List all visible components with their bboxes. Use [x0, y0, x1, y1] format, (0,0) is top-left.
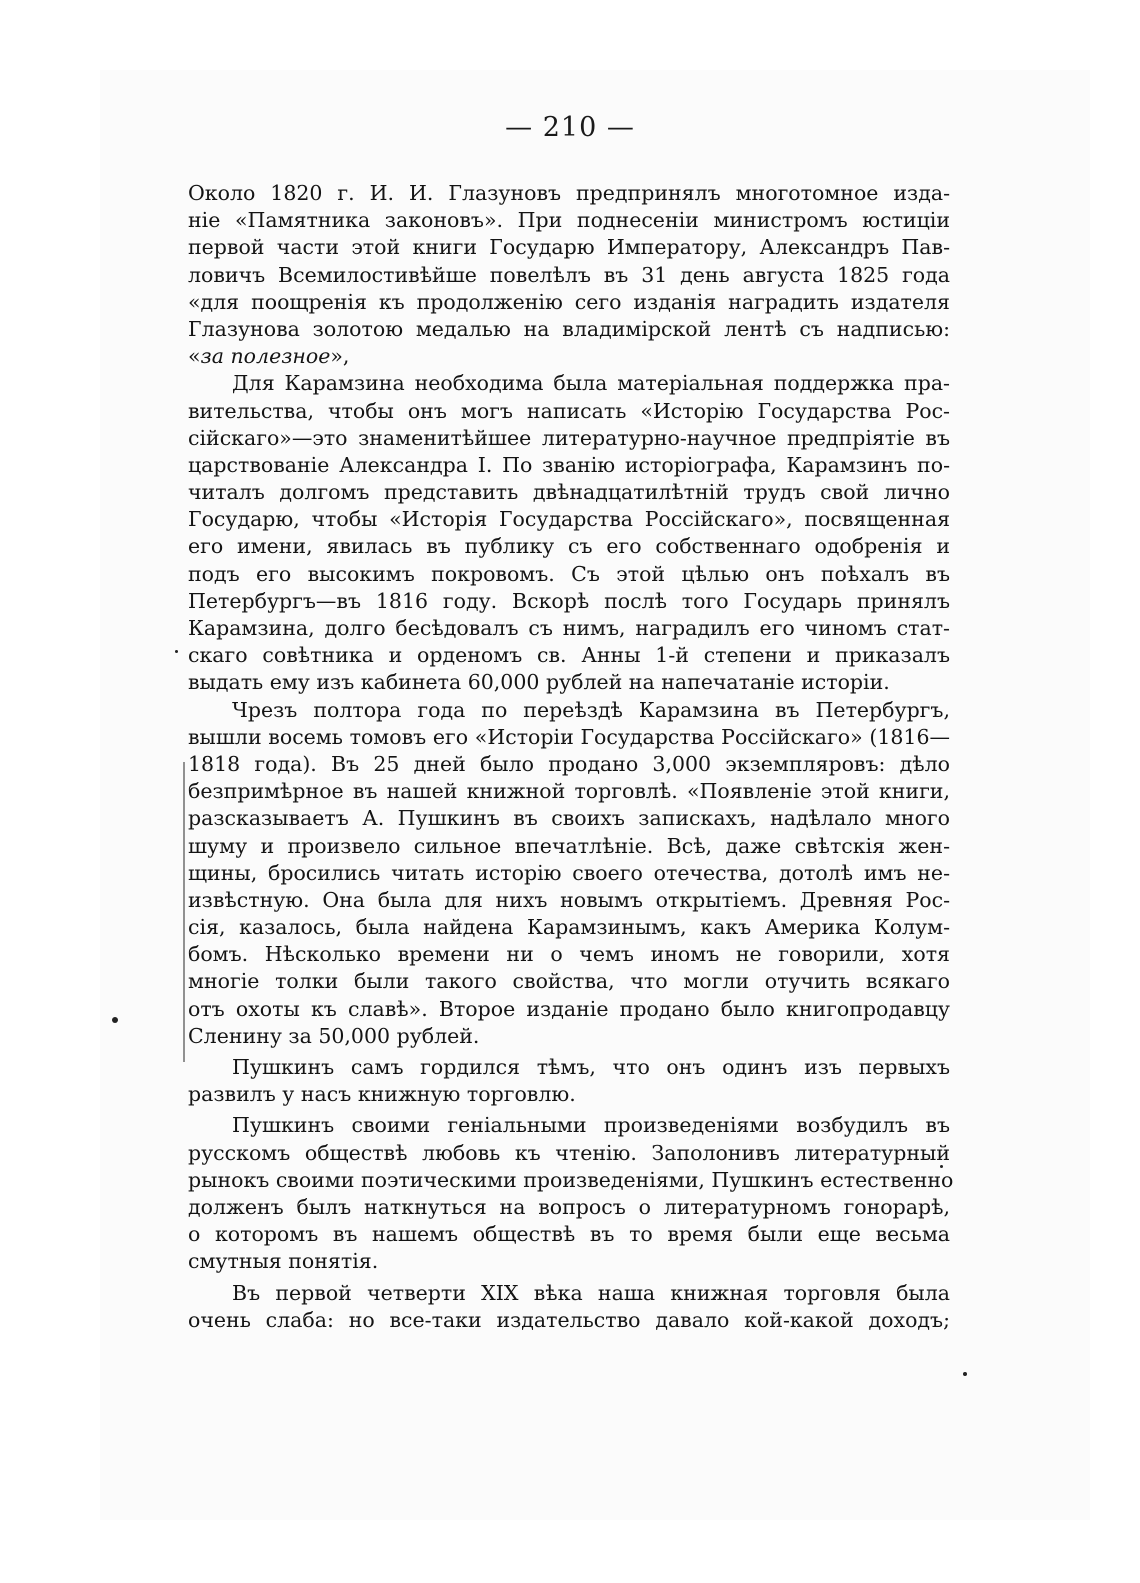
paragraph-3	[188, 697, 950, 1050]
text-line: бомъ. Нѣсколько времени ни о чемъ иномъ не говорили, хотя	[188, 942, 950, 967]
ink-speck	[963, 1372, 967, 1376]
text-line: Петербургъ—въ 1816 году. Вскорѣ послѣ того Государь принялъ	[188, 588, 950, 613]
text-line: вышли восемь томовъ его «Исторіи Государства Россійскаго» (1816—	[188, 724, 950, 749]
text-line: безпримѣрное въ нашей книжной торговлѣ. «Появленіе этой книги,	[188, 779, 950, 804]
text-line: «для поощренія къ продолженію сего изданія наградить издателя	[188, 289, 950, 314]
text-line: щины, бросились читать исторію своего отечества, дотолѣ имъ не-	[188, 860, 950, 885]
italic-inscription: за полезное	[200, 344, 331, 369]
text-line: Пушкинъ своими геніальными произведеніями возбудилъ въ	[232, 1113, 950, 1138]
text-line: Сленину за 50,000 рублей.	[188, 1023, 480, 1048]
text-line: 1818 года). Въ 25 дней было продано 3,000 экземпляровъ: дѣло	[188, 751, 950, 776]
text-line: Для Карамзина необходима была матеріальная поддержка пра-	[232, 371, 950, 396]
text-line: читалъ долгомъ представить двѣнадцатилѣтній трудъ свой лично	[188, 480, 950, 505]
text-line: Карамзина, долго бесѣдовалъ съ нимъ, наградилъ его чиномъ стат-	[188, 616, 950, 640]
text-line: выдать ему изъ кабинета 60,000 рублей на напечатаніе исторіи.	[188, 670, 890, 695]
ink-speck	[940, 1165, 943, 1168]
text-line: извѣстную. Она была для нихъ новымъ открытіемъ. Древняя Рос-	[188, 887, 950, 912]
text-line: скаго совѣтника и орденомъ св. Анны 1-й степени и приказалъ	[188, 643, 950, 668]
text-line: вительства, чтобы онъ могъ написать «Исторію Государства Рос-	[188, 398, 950, 423]
ink-speck	[175, 650, 178, 653]
text-line: долженъ былъ наткнуться на вопросъ о литературномъ гонорарѣ,	[188, 1194, 950, 1219]
text-line: развилъ у насъ книжную торговлю.	[188, 1082, 576, 1107]
text-line: Пушкинъ самъ гордился тѣмъ, что онъ одинъ изъ первыхъ	[232, 1055, 950, 1079]
text-line: разсказываетъ А. Пушкинъ въ своихъ запискахъ, надѣлало много	[188, 806, 950, 831]
text-line: первой части этой книги Государю Императору, Александръ Пав-	[188, 235, 950, 260]
ink-speck	[112, 1017, 118, 1023]
text-line: сійскаго»—это знаменитѣйшее литературно-научное предпріятіе въ	[188, 425, 950, 450]
text-line: ловичъ Всемилостивѣйше повелѣлъ въ 31 день августа 1825 года	[188, 262, 950, 287]
text-line: смутныя понятія.	[188, 1249, 379, 1274]
paragraph-2	[188, 370, 950, 696]
body-text	[188, 180, 954, 1334]
text-line: многіе толки были такого свойства, что могли отучить всякаго	[188, 969, 950, 994]
text-line: его имени, явилась въ публику съ его собственнаго одобренія и	[188, 534, 950, 559]
text-line: Государю, чтобы «Исторія Государства Россійскаго», посвященная	[188, 507, 950, 532]
text-line: очень слаба: но все-таки издательство давало кой-какой доходъ;	[188, 1307, 950, 1332]
text-line: отъ охоты къ славѣ». Второе изданіе продано было книгопродавцу	[188, 996, 950, 1021]
text-line: сія, казалось, была найдена Карамзинымъ, какъ Америка Колум-	[188, 915, 950, 940]
text-line: Въ первой четверти XIX вѣка наша книжная торговля была	[232, 1280, 950, 1305]
quote-open: «	[188, 344, 201, 369]
text-line: рынокъ своими поэтическими произведеніями, Пушкинъ естественно	[188, 1167, 954, 1192]
page-number: — 210 —	[505, 112, 635, 143]
text-line: о которомъ въ нашемъ обществѣ въ то время были еще весьма	[188, 1222, 950, 1247]
paragraph-5	[188, 1112, 954, 1275]
text-line: шуму и произвело сильное впечатлѣніе. Всѣ, даже свѣтскія жен-	[188, 833, 950, 858]
text-line: царствованіе Александра I. По званію исторіографа, Карамзинъ по-	[188, 452, 950, 477]
quote-close: »,	[330, 344, 350, 369]
text-line: Глазунова золотою медалью на владимірской лентѣ съ надписью:	[188, 316, 950, 341]
text-line: ніе «Памятника законовъ». При поднесеніи министромъ юстиціи	[188, 208, 950, 233]
text-line: Чрезъ полтора года по переѣздѣ Карамзина въ Петербургъ,	[232, 697, 950, 722]
text-line-last	[188, 343, 950, 370]
paragraph-4	[188, 1054, 950, 1108]
text-line: подъ его высокимъ покровомъ. Съ этой цѣлью онъ поѣхалъ въ	[188, 561, 950, 586]
paragraph-1	[188, 180, 950, 370]
text-line: Около 1820 г. И. И. Глазуновъ предпринялъ многотомное изда-	[188, 181, 950, 205]
text-line: русскомъ обществѣ любовь къ чтенію. Заполонивъ литературный	[188, 1140, 950, 1165]
paragraph-6	[188, 1280, 950, 1334]
